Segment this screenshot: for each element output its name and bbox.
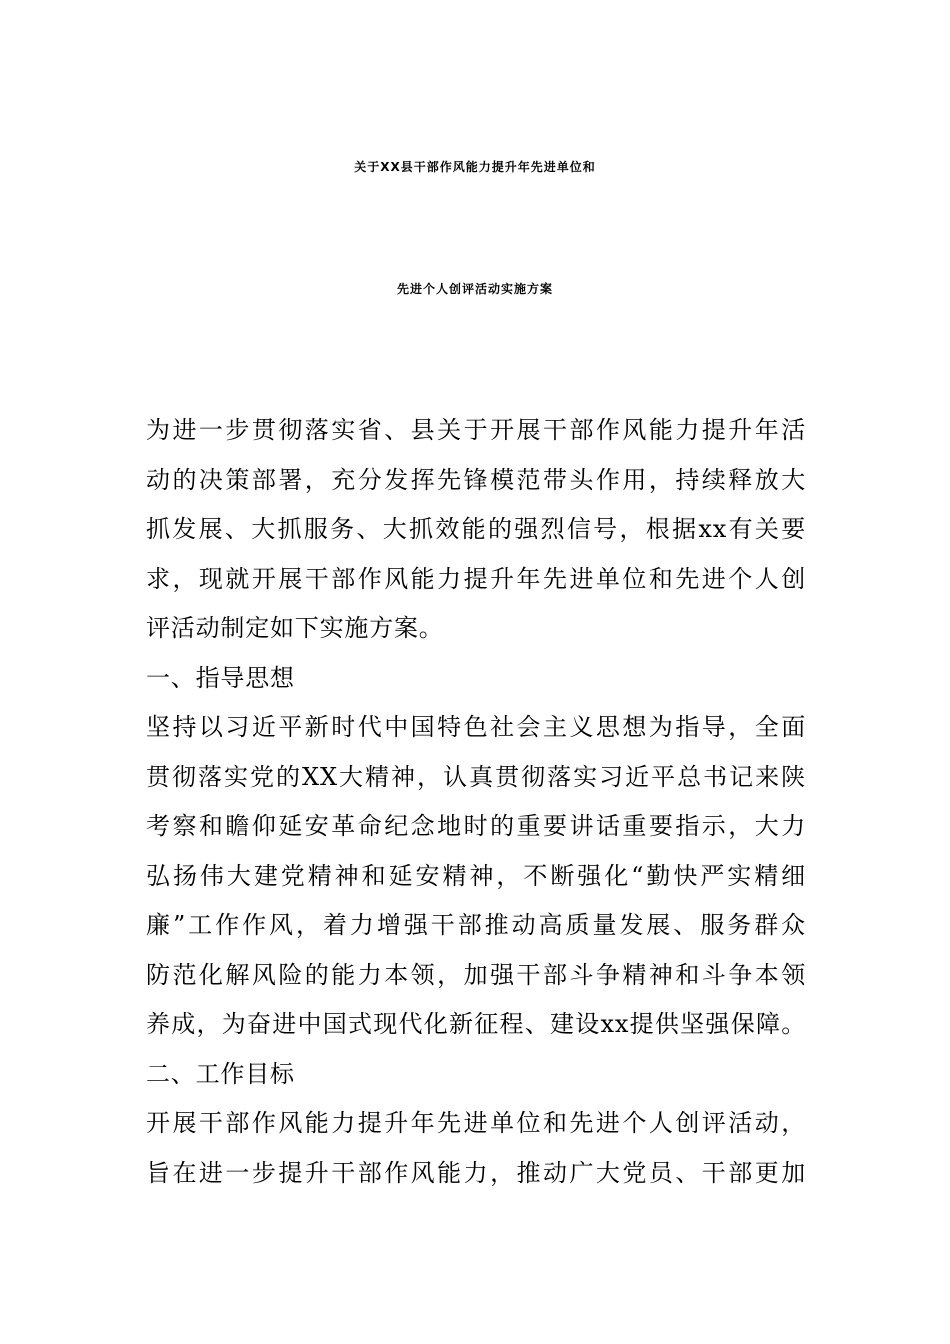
- title-line-2: 先进个人创评活动实施方案: [396, 282, 553, 296]
- body-line: 养成，为奋进中国式现代化新征程、建设xx提供坚强保障。: [146, 1010, 806, 1038]
- body-line: 考察和瞻仰延安革命纪念地时的重要讲话重要指示，大力: [146, 812, 806, 840]
- body-line: 弘扬伟大建党精神和延安精神，不断强化“勤快严实精细: [146, 862, 806, 890]
- body-line: 评活动制定如下实施方案。: [146, 614, 444, 642]
- body-line: 开展干部作风能力提升年先进单位和先进个人创评活动，: [146, 1109, 806, 1137]
- body-line: 贯彻落实党的XX大精神，认真贯彻落实习近平总书记来陕: [146, 763, 806, 791]
- body-line: 求，现就开展干部作风能力提升年先进单位和先进个人创: [146, 565, 806, 593]
- body-line: 廉”工作作风，着力增强干部推动高质量发展、服务群众: [146, 911, 806, 939]
- body-line: 防范化解风险的能力本领，加强干部斗争精神和斗争本领: [146, 961, 806, 989]
- body-line: 为进一步贯彻落实省、县关于开展干部作风能力提升年活: [146, 416, 806, 444]
- body-line: 坚持以习近平新时代中国特色社会主义思想为指导，全面: [146, 713, 806, 741]
- section-heading-2: 二、工作目标: [146, 1060, 295, 1088]
- body-line: 旨在进一步提升干部作风能力，推动广大党员、干部更加: [146, 1159, 806, 1187]
- body-line: 抓发展、大抓服务、大抓效能的强烈信号，根据xx有关要: [146, 515, 806, 543]
- body-line: 动的决策部署，充分发挥先锋模范带头作用，持续释放大: [146, 466, 806, 494]
- title-line-1: 关于XX县干部作风能力提升年先进单位和: [354, 160, 596, 174]
- section-heading-1: 一、指导思想: [146, 664, 295, 692]
